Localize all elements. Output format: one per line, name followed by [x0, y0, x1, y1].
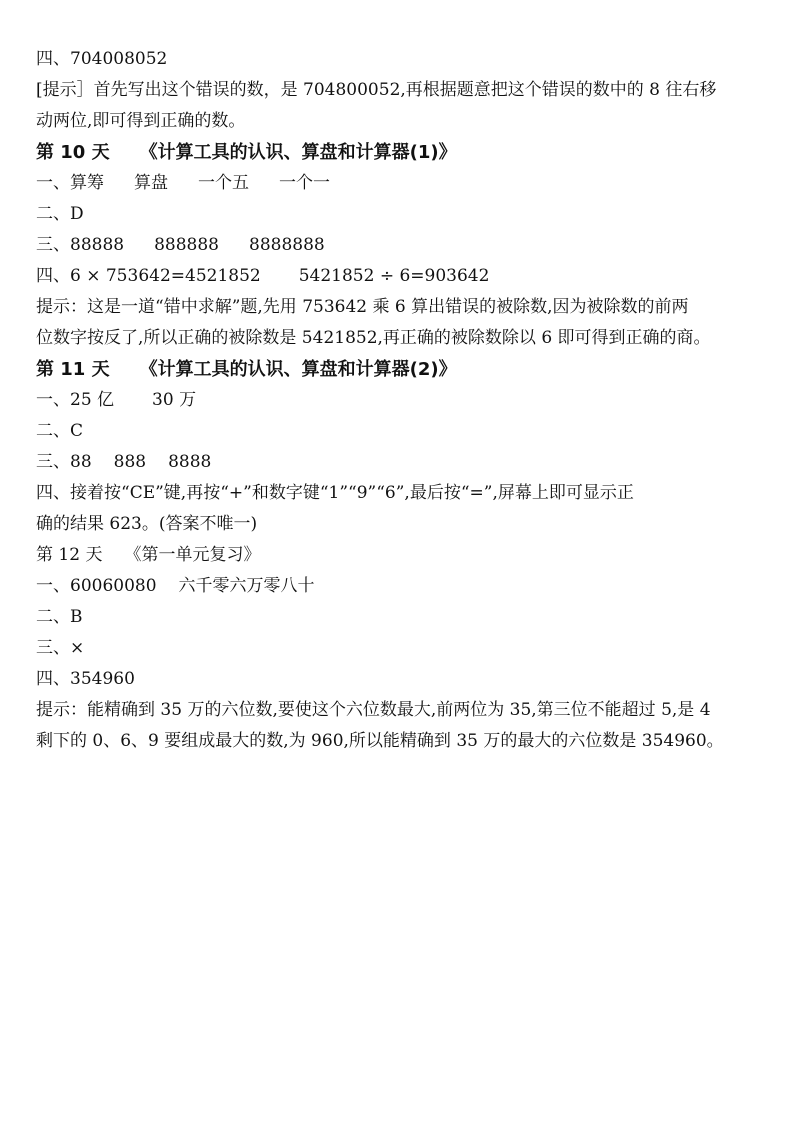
day11-answer-2: 二、C — [36, 421, 84, 441]
day12-answer-4: 四、354960 — [36, 669, 135, 689]
day10-hint-line-1: 提示：这是一道“错中求解”题,先用 753642 乘 6 算出错误的被除数,因为被除数的前两 — [36, 297, 689, 317]
day12-hint-line-1: 提示：能精确到 35 万的六位数,要使这个六位数最大,前两位为 35,第三位不能超过 5,是 4 — [36, 700, 711, 720]
day11-answer-3-b: 888 — [113, 452, 147, 472]
day10-answer-1-d: 一个一 — [279, 173, 330, 193]
day11-heading-day: 第 11 天 — [36, 359, 110, 380]
intro-hint-line-2: 动两位,即可得到正确的数。 — [36, 111, 246, 131]
intro-answer-4: 四、704008052 — [36, 49, 168, 69]
day12-heading-day: 第 12 天 — [36, 545, 103, 565]
day11-answer-4-line-2: 确的结果 623。(答案不唯一) — [36, 514, 258, 534]
day11-answer-3-a: 三、88 — [36, 452, 92, 472]
day11-answer-1-a: 一、25 亿 — [36, 390, 115, 410]
day11-heading-title: 《计算工具的认识、算盘和计算器(2)》 — [139, 359, 457, 380]
day10-answer-1-b: 算盘 — [134, 173, 168, 193]
intro-hint-line-1: [提示］首先写出这个错误的数，是 704800052,再根据题意把这个错误的数中的 8 往右移 — [36, 80, 717, 100]
day10-heading — [36, 137, 768, 168]
day10-hint-line-2: 位数字按反了,所以正确的被除数是 5421852,再正确的被除数除以 6 即可得到正确的商。 — [36, 328, 711, 348]
day12-answer-1-a: 一、60060080 — [36, 576, 157, 596]
day11-answer-3 — [36, 447, 768, 478]
answer-page — [36, 44, 768, 757]
day10-answer-2: 二、D — [36, 204, 84, 224]
day10-heading-day: 第 10 天 — [36, 142, 110, 163]
day12-heading — [36, 540, 768, 571]
day12-heading-title: 《第一单元复习》 — [124, 545, 261, 565]
day10-answer-3-c: 8888888 — [249, 235, 325, 255]
day10-answer-1-a: 一、算筹 — [36, 173, 104, 193]
day11-answer-1 — [36, 385, 768, 416]
day10-answer-3-a: 三、88888 — [36, 235, 125, 255]
day12-answer-1-b: 六千零六万零八十 — [178, 576, 315, 596]
day12-answer-1 — [36, 571, 768, 602]
day10-answer-1 — [36, 168, 768, 199]
day10-answer-4-a: 四、6 × 753642=4521852 — [36, 266, 261, 286]
day10-answer-1-c: 一个五 — [198, 173, 249, 193]
day10-answer-3 — [36, 230, 768, 261]
day11-answer-3-c: 8888 — [168, 452, 212, 472]
day12-answer-2: 二、B — [36, 607, 83, 627]
day11-heading — [36, 354, 768, 385]
day10-answer-4 — [36, 261, 768, 292]
day10-answer-3-b: 888888 — [154, 235, 219, 255]
day11-answer-4-line-1: 四、接着按“CE”键,再按“+”和数字键“1”“9”“6”,最后按“=”,屏幕上即可显示正 — [36, 483, 634, 503]
day10-answer-4-b: 5421852 ÷ 6=903642 — [298, 266, 490, 286]
day11-answer-1-b: 30 万 — [152, 390, 197, 410]
day12-hint-line-2: 剩下的 0、6、9 要组成最大的数,为 960,所以能精确到 35 万的最大的六位数是 354960。 — [36, 731, 724, 751]
day10-heading-title: 《计算工具的认识、算盘和计算器(1)》 — [139, 142, 457, 163]
day12-answer-3: 三、× — [36, 638, 85, 658]
